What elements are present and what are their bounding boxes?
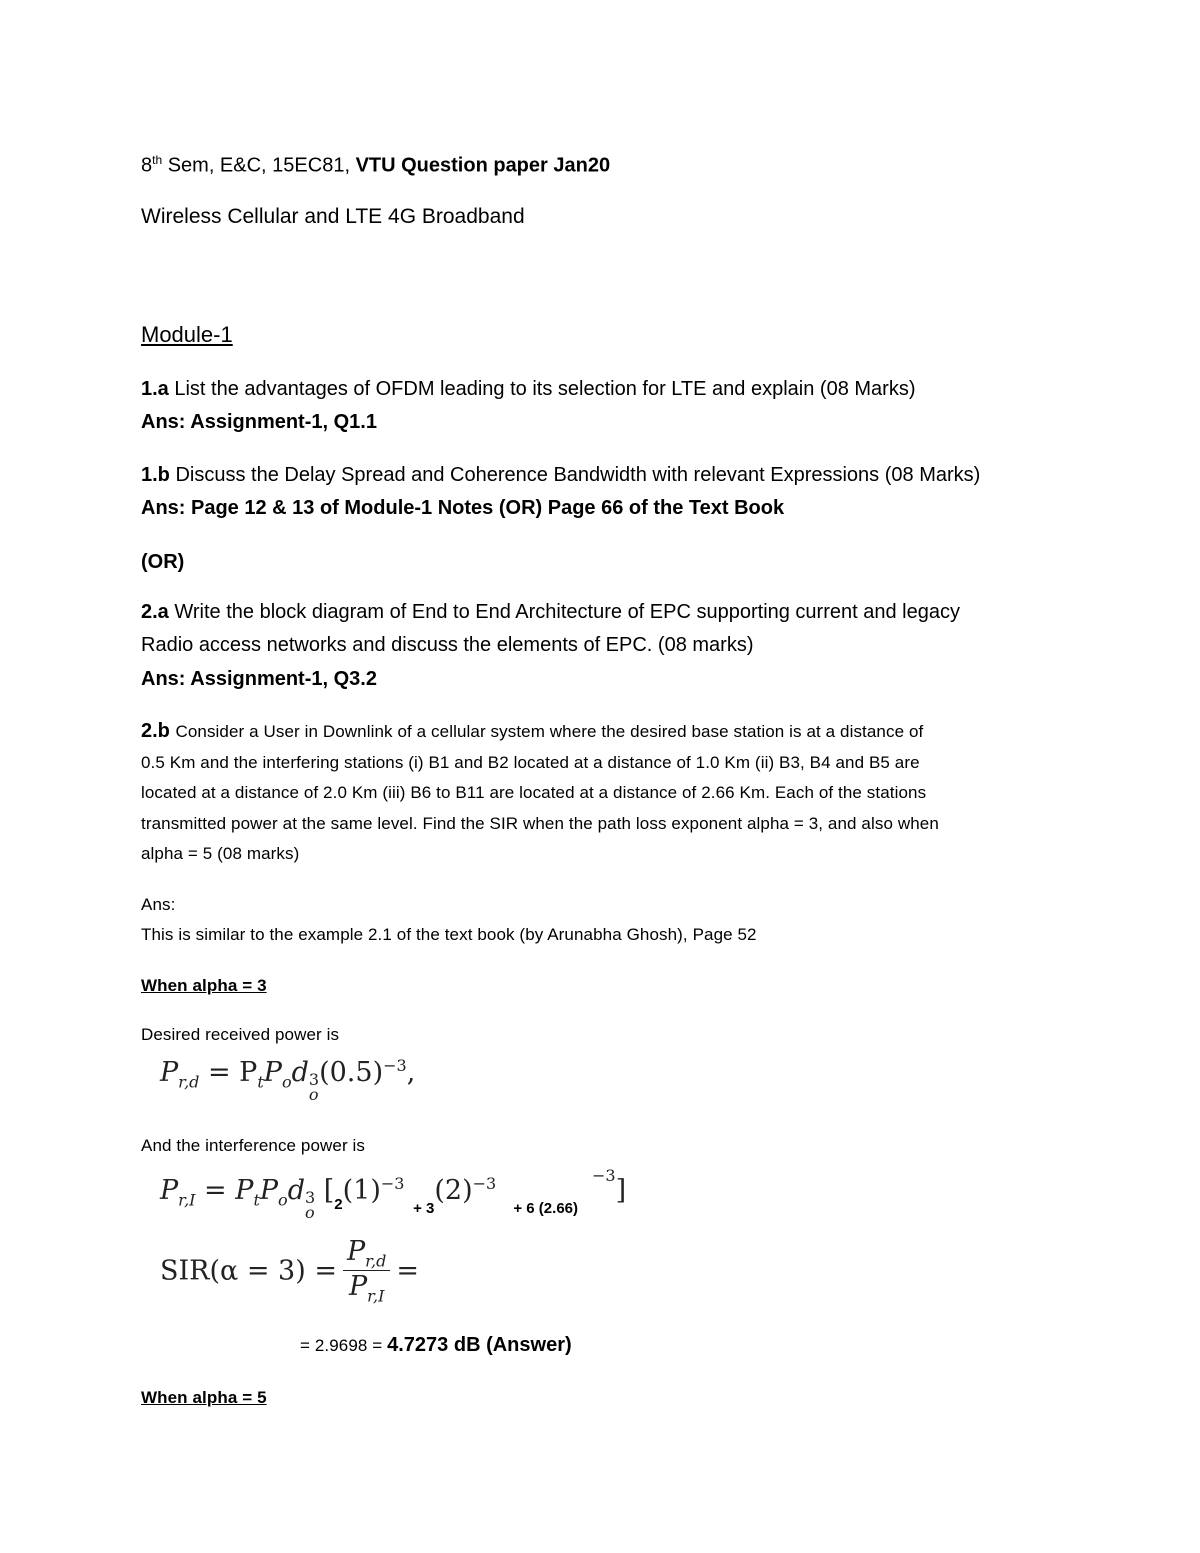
eq-sup: −3	[472, 1174, 497, 1193]
question-2b	[141, 719, 923, 744]
question-text: Discuss the Delay Spread and Coherence Bandwidth with relevant Expressions (08 Marks)	[169, 464, 981, 486]
eq-sup: −3	[592, 1166, 616, 1185]
question-2a-line2: Radio access networks and discuss the elements of EPC. (08 marks)	[141, 634, 754, 656]
question-text: List the advantages of OFDM leading to its selection for LTE and explain (08 Marks)	[168, 378, 916, 400]
eq-symbol: P	[348, 1271, 368, 1303]
eq-sup: −3	[383, 1056, 407, 1075]
alpha3-heading: When alpha = 3	[141, 976, 267, 995]
sem-superscript: th	[152, 153, 163, 167]
answer-2a: Ans: Assignment-1, Q3.2	[141, 668, 377, 690]
title-bold: VTU Question paper Jan20	[355, 154, 611, 177]
eq-text: (0.5)	[319, 1057, 384, 1088]
module-heading: Module-1	[141, 322, 233, 347]
eq-text: =	[314, 1255, 337, 1287]
alpha5-heading: When alpha = 5	[141, 1388, 267, 1407]
eq-coefficient: 2	[334, 1196, 343, 1213]
result-text: = 2.9698 =	[300, 1336, 388, 1355]
question-1a	[141, 377, 915, 401]
equation-sir	[160, 1236, 419, 1306]
question-2b-line: alpha = 5 (08 marks)	[141, 844, 300, 863]
answer-1b: Ans: Page 12 & 13 of Module-1 Notes (OR) Page 66 of the Text Book	[141, 497, 785, 519]
sem-number: 8	[141, 154, 153, 177]
question-number: 2.a	[141, 601, 169, 623]
eq-text: (2)	[434, 1175, 473, 1206]
eq-symbol: P	[160, 1175, 179, 1206]
eq-sub: r,I	[367, 1286, 385, 1306]
question-text: Write the block diagram of End to End Architecture of EPC supporting current and legacy	[168, 601, 960, 623]
answer-1a: Ans: Assignment-1, Q1.1	[141, 411, 377, 433]
eq-sub: r,I	[178, 1190, 196, 1210]
equation-desired-power	[160, 1056, 415, 1102]
eq-text: SIR(α = 3)	[160, 1255, 306, 1287]
eq-sup: 3	[308, 1070, 320, 1089]
question-2a	[141, 600, 960, 624]
eq-text: =	[396, 1255, 419, 1287]
question-1b	[141, 463, 980, 487]
result-tag: (Answer)	[480, 1334, 572, 1356]
sir-result	[300, 1333, 572, 1358]
eq-text: ,	[406, 1057, 416, 1088]
eq-symbol: P	[160, 1057, 179, 1088]
fraction	[343, 1236, 390, 1306]
or-separator: (OR)	[141, 551, 185, 573]
eq-sup: −3	[380, 1174, 405, 1193]
eq-coefficient: + 6 (2.66)	[513, 1200, 578, 1217]
reference-note: This is similar to the example 2.1 of the text book (by Arunabha Ghosh), Page 52	[141, 925, 757, 944]
eq-symbol: P	[346, 1236, 366, 1267]
question-2b-line: 0.5 Km and the interfering stations (i) B1 and B2 located at a distance of 1.0 Km (ii) B3, B4 and B5 are	[141, 753, 920, 772]
eq-sub: r,d	[178, 1072, 200, 1092]
eq-text: = P	[199, 1057, 258, 1088]
eq-sub: t	[257, 1072, 264, 1092]
result-value: 4.7273 dB	[387, 1334, 481, 1356]
eq-sub: o	[308, 1085, 319, 1104]
eq-symbol: d	[291, 1057, 309, 1088]
title-text: Sem, E&C, 15EC81,	[162, 154, 356, 177]
desired-power-label: Desired received power is	[141, 1025, 340, 1044]
question-2b-line: transmitted power at the same level. Find the SIR when the path loss exponent alpha = 3, and also when	[141, 814, 939, 833]
equation-interference-power: $P_{r,I} = P_tP_od$ 3 o [$_2(1)^{-3}$ $_{+ 3}(2)^{-3}$ $_{+ 6 (2.66)}^{-3}$]	[160, 1166, 627, 1222]
question-number: 1.b	[141, 464, 170, 486]
eq-sub: o	[281, 1072, 292, 1092]
interference-power-label: And the interference power is	[141, 1136, 366, 1155]
question-text: Consider a User in Downlink of a cellular system where the desired base station is at a distance of	[175, 722, 924, 741]
question-number: 1.a	[141, 378, 169, 400]
document-title	[141, 148, 610, 178]
question-number: 2.b	[141, 720, 170, 742]
eq-coefficient: + 3	[413, 1200, 435, 1217]
eq-symbol: P	[263, 1057, 282, 1088]
ans-label: Ans:	[141, 895, 176, 914]
subtitle: Wireless Cellular and LTE 4G Broadband	[141, 205, 525, 228]
eq-sub: r,d	[365, 1251, 387, 1271]
question-2b-line: located at a distance of 2.0 Km (iii) B6 to B11 are located at a distance of 2.66 Km. Each of the stations	[141, 783, 927, 802]
eq-text: (1)	[342, 1175, 381, 1206]
